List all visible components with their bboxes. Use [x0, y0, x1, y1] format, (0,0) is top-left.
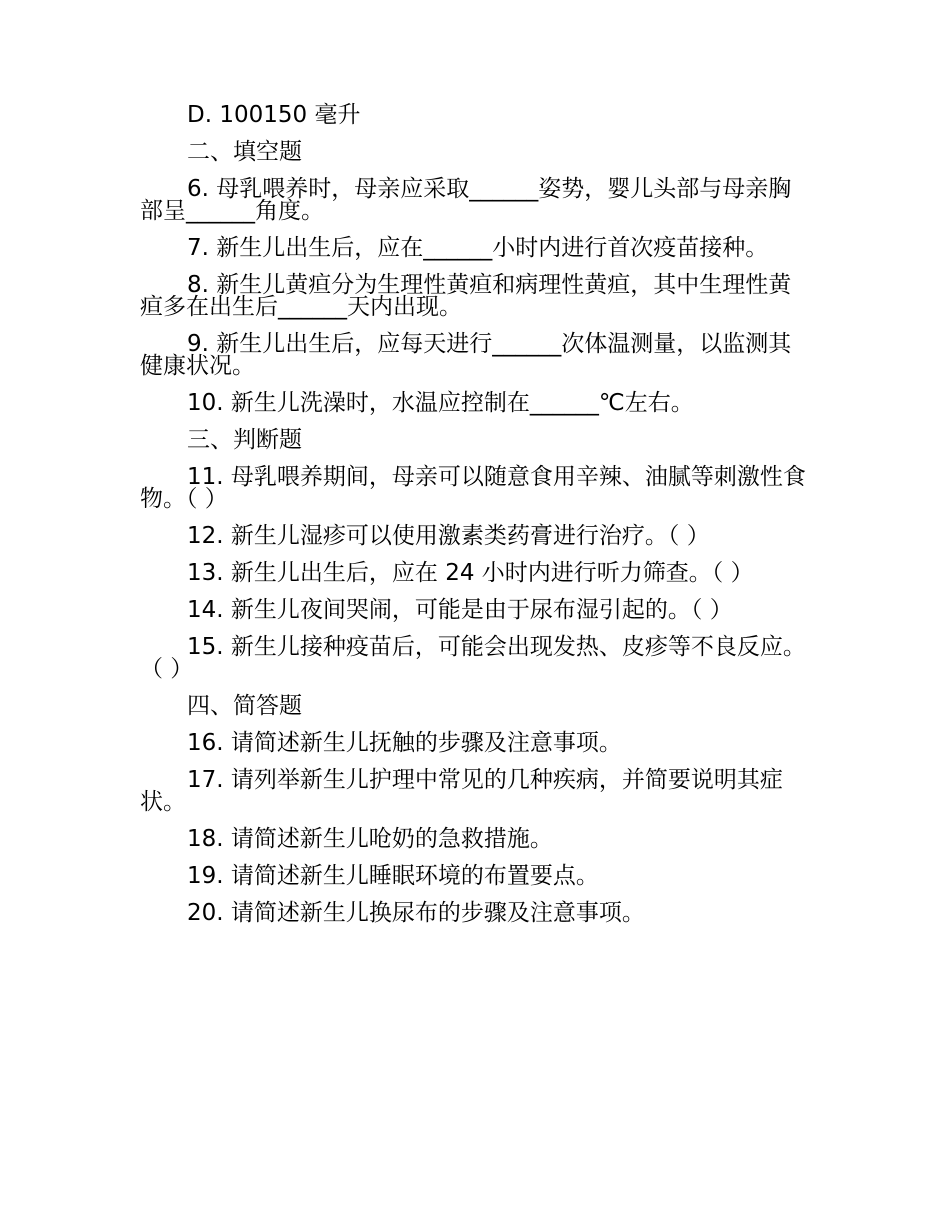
- question-19: 19. 请简述新生儿睡眠环境的布置要点。: [187, 863, 599, 889]
- question-12: 12. 新生儿湿疹可以使用激素类药膏进行治疗。（ ）: [187, 523, 710, 549]
- question-8: 8. 新生儿黄疸分为生理性黄疸和病理性黄疸，其中生理性黄疸多在出生后______天内出现。: [140, 272, 792, 320]
- question-9: 9. 新生儿出生后，应每天进行______次体温测量，以监测其健康状况。: [140, 331, 792, 379]
- question-15: 15. 新生儿接种疫苗后，可能会出现发热、皮疹等不良反应。（ ）: [140, 634, 806, 682]
- question-18: 18. 请简述新生儿呛奶的急救措施。: [187, 826, 553, 852]
- option-d: D. 100150 毫升: [187, 102, 361, 128]
- section-title-short-answer: 四、简答题: [187, 693, 302, 719]
- section-title-true-false: 三、判断题: [187, 427, 302, 453]
- question-17: 17. 请列举新生儿护理中常见的几种疾病，并简要说明其症状。: [140, 767, 783, 815]
- question-11: 11. 母乳喂养期间，母亲可以随意食用辛辣、油腻等刺激性食物。（ ）: [140, 464, 806, 512]
- question-16: 16. 请简述新生儿抚触的步骤及注意事项。: [187, 730, 622, 756]
- document-body: [140, 104, 810, 939]
- question-10: 10. 新生儿洗澡时，水温应控制在______℃左右。: [187, 390, 694, 416]
- section-title-fill-in-blank: 二、填空题: [187, 139, 302, 165]
- question-20: 20. 请简述新生儿换尿布的步骤及注意事项。: [187, 900, 645, 926]
- question-7: 7. 新生儿出生后，应在______小时内进行首次疫苗接种。: [187, 235, 769, 261]
- question-13: 13. 新生儿出生后，应在 24 小时内进行听力筛查。（ ）: [187, 560, 754, 586]
- question-14: 14. 新生儿夜间哭闹，可能是由于尿布湿引起的。（ ）: [187, 597, 733, 623]
- question-6: 6. 母乳喂养时，母亲应采取______姿势，婴儿头部与母亲胸部呈______角度。: [140, 176, 792, 224]
